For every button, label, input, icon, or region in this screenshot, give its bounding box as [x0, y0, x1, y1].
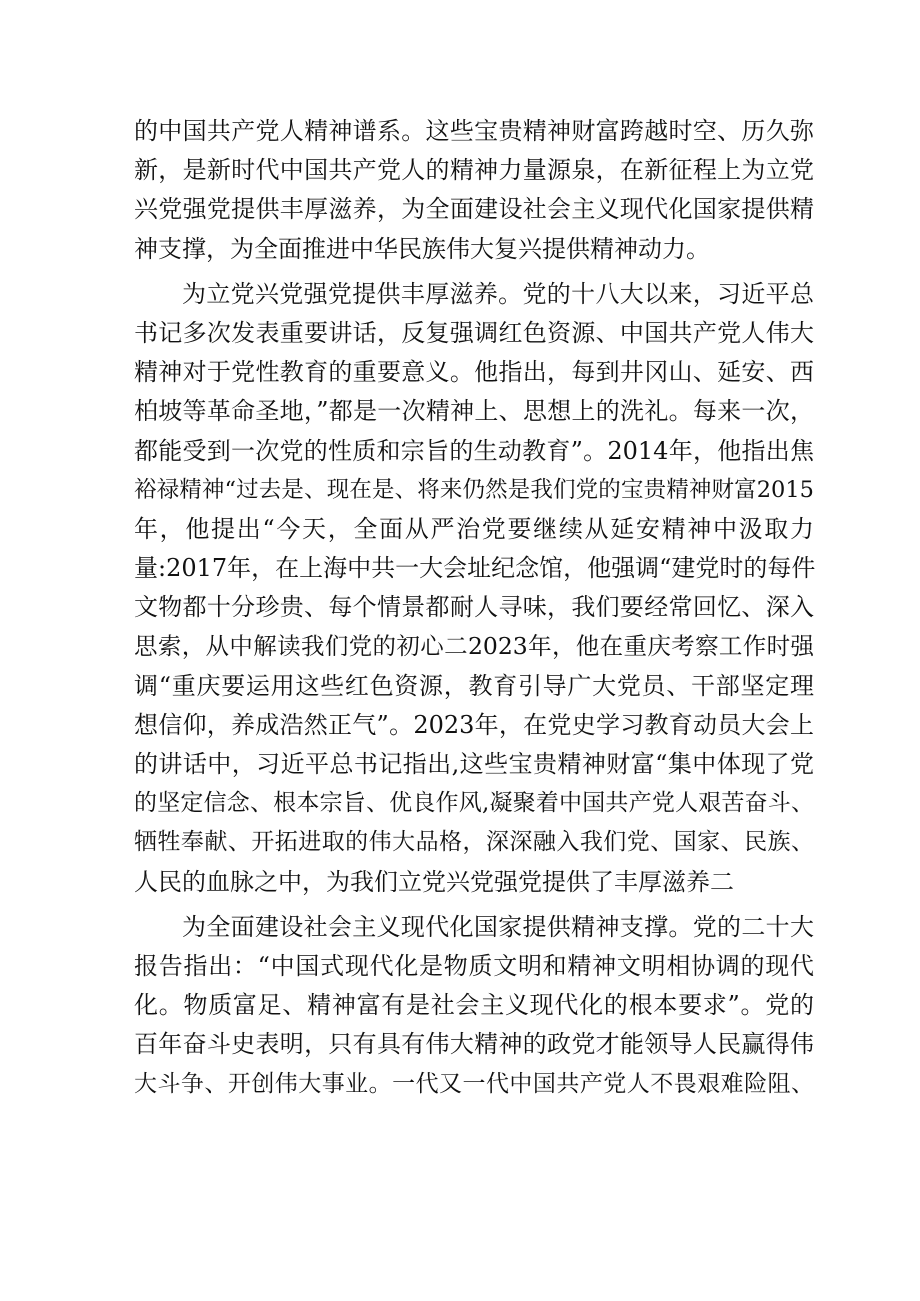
text-line: 人民的血脉之中，为我们立党兴党强党提供了丰厚滋养二 [134, 867, 734, 896]
text-line: 化。物质富足、精神富有是社会主义现代化的根本要求”。党的 [134, 991, 814, 1020]
text-line: 裕禄精神“过去是、现在是、将来仍然是我们党的宝贵精神财富2015 [134, 476, 814, 503]
text-line: 都能受到一次党的性质和宗旨的生动教育”。2014年，他指出焦 [134, 436, 814, 465]
document-body [134, 112, 814, 1104]
text-line: 兴党强党提供丰厚滋养，为全面建设社会主义现代化国家提供精 [134, 195, 814, 224]
paragraph [134, 908, 814, 1104]
text-line: 为立党兴党强党提供丰厚滋养。党的十八大以来，习近平总 [182, 279, 814, 308]
text-line: 年，他提出“今天，全面从严治党要继续从延安精神中汲取力 [134, 514, 814, 543]
paragraph [134, 275, 814, 902]
text-line: 书记多次发表重要讲话，反复强调红色资源、中国共产党人伟大 [134, 318, 814, 347]
text-line: 量:2017年，在上海中共一大会址纪念馆，他强调“建党时的每件 [134, 554, 816, 583]
text-line: 的讲话中，习近平总书记指出,这些宝贵精神财富“集中体现了党 [134, 750, 814, 778]
text-line: 想信仰，养成浩然正气”。2023年，在党史学习教育动员大会上 [134, 710, 814, 739]
text-line: 文物都十分珍贵、每个情景都耐人寻味，我们要经常回忆、深入 [134, 593, 814, 622]
paragraph [134, 112, 814, 269]
text-line: 为全面建设社会主义现代化国家提供精神支撑。党的二十大 [182, 912, 814, 941]
text-line: 报告指出：“中国式现代化是物质文明和精神文明相协调的现代 [134, 951, 814, 980]
text-line: 的坚定信念、根本宗旨、优良作风,凝聚着中国共产党人艰苦奋斗、 [134, 790, 814, 817]
text-line: 思索，从中解读我们党的初心二2023年，他在重庆考察工作时强 [134, 632, 814, 661]
text-line: 柏坡等革命圣地，”都是一次精神上、思想上的洗礼。每来一次， [134, 397, 814, 426]
text-line: 牺牲奉献、开拓进取的伟大品格，深深融入我们党、国家、民族、 [134, 829, 814, 856]
text-line: 精神对于党性教育的重要意义。他指出，每到井冈山、延安、西 [134, 358, 814, 387]
text-line: 调“重庆要运用这些红色资源，教育引导广大党员、干部坚定理 [134, 671, 814, 700]
text-line: 新，是新时代中国共产党人的精神力量源泉，在新征程上为立党 [134, 156, 814, 185]
text-line: 神支撑，为全面推进中华民族伟大复兴提供精神动力。 [134, 234, 710, 263]
text-line: 大斗争、开创伟大事业。一代又一代中国共产党人不畏艰难险阻、 [134, 1070, 814, 1097]
text-line: 百年奋斗史表明，只有具有伟大精神的政党才能领导人民赢得伟 [134, 1030, 814, 1059]
text-line: 的中国共产党人精神谱系。这些宝贵精神财富跨越时空、历久弥 [134, 117, 814, 145]
